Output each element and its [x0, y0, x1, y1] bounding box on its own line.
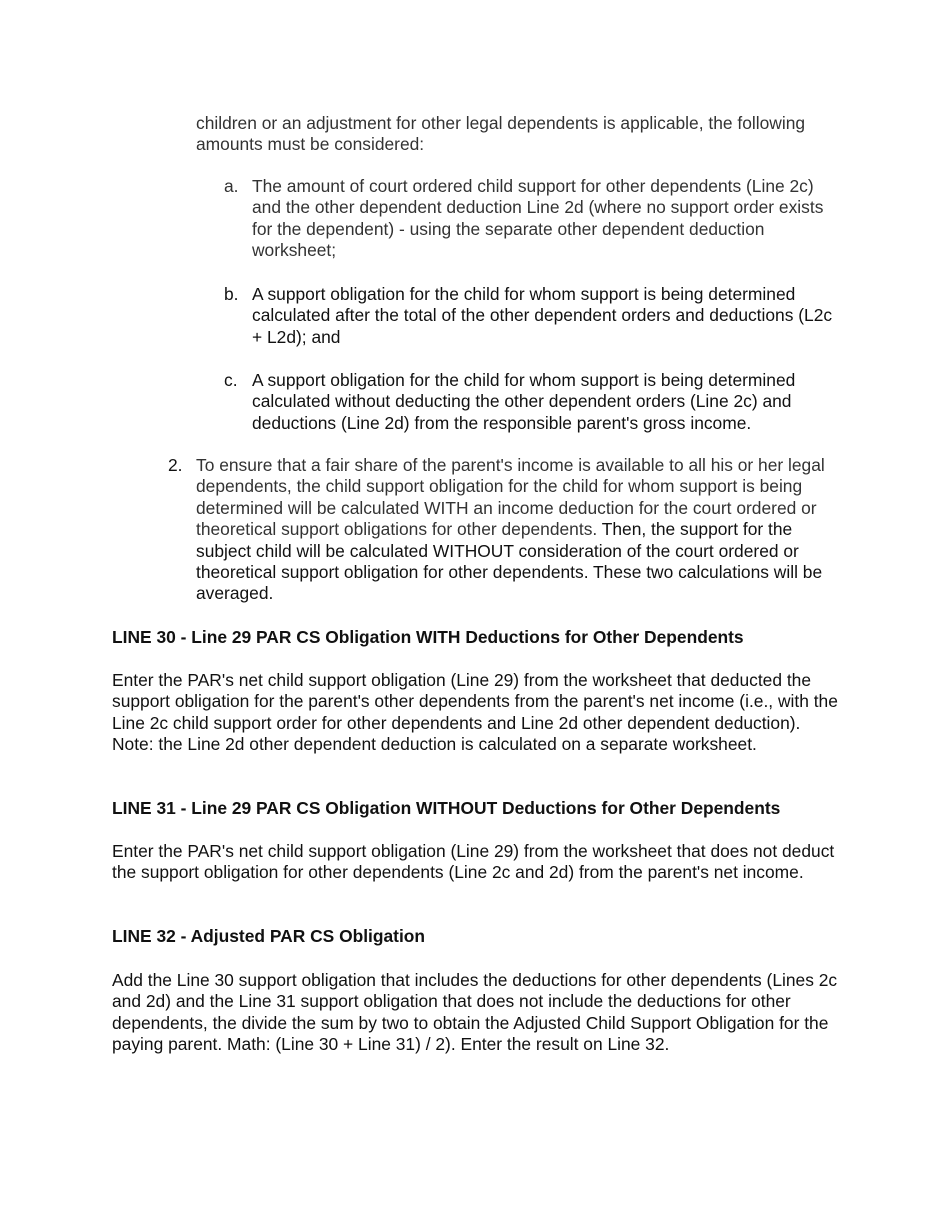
section-heading-line-32: LINE 32 - Adjusted PAR CS Obligation [112, 926, 426, 946]
list-marker-a: a. [224, 176, 239, 196]
list-item-a [224, 176, 844, 262]
section-heading-line-30: LINE 30 - Line 29 PAR CS Obligation WITH Deductions for Other Dependents [112, 627, 744, 647]
list-item-2-text [196, 455, 848, 605]
list-item-2-text-part1: To ensure that a fair share of the parent's income is available to all his or her legal dependents, the child support obligation for the child for whom support is being determined will be calculated WITH an income deduction for the court ordered or theoretical support obligations for other dependents. [196, 455, 825, 540]
list-item-c-text: A support obligation for the child for whom support is being determined calculated without deducting the other dependent orders (Line 2c) and deductions (Line 2d) from the responsible parent's gross income. [252, 370, 796, 433]
section-body-line-30: Enter the PAR's net child support obligation (Line 29) from the worksheet that deducted the support obligation for the parent's other dependents from the parent's net income (i.e., with the Line 2c child support order for other dependents and Line 2d other dependent deduction). Note: the Line 2d other dependent deduction is calculated on a separate worksheet. [112, 670, 838, 755]
section-body-line-31: Enter the PAR's net child support obligation (Line 29) from the worksheet that does not deduct the support obligation for other dependents (Line 2c and 2d) from the parent's net income. [112, 841, 835, 883]
list-item-2 [168, 455, 848, 605]
list-marker-c: c. [224, 370, 238, 390]
list-item-c [224, 370, 844, 434]
section-heading-line-31: LINE 31 - Line 29 PAR CS Obligation WITHOUT Deductions for Other Dependents [112, 798, 781, 818]
intro-paragraph: children or an adjustment for other legal dependents is applicable, the following amounts must be considered: [196, 113, 806, 155]
list-marker-b: b. [224, 284, 239, 304]
section-body-line-32: Add the Line 30 support obligation that includes the deductions for other dependents (Lines 2c and 2d) and the Line 31 support obligation that does not include the deductions for other dependents, the divide the sum by two to obtain the Adjusted Child Support Obligation for the paying parent. Math: (Line 30 + Line 31) / 2). Enter the result on Line 32. [112, 970, 838, 1055]
list-item-2-text-part2: Then, the support for the subject child will be calculated WITHOUT consideration of the court ordered or theoretical support obligation for other dependents. These two calculations will be averaged. [196, 519, 823, 604]
list-item-b-text: A support obligation for the child for whom support is being determined calculated after the total of the other dependent orders and deductions (L2c + L2d); and [252, 284, 833, 347]
list-marker-2: 2. [168, 455, 183, 475]
list-item-a-text: The amount of court ordered child support for other dependents (Line 2c) and the other dependent deduction Line 2d (where no support order exists for the dependent) - using the separate other dependent deduction worksheet; [252, 176, 824, 261]
list-item-b [224, 284, 844, 348]
